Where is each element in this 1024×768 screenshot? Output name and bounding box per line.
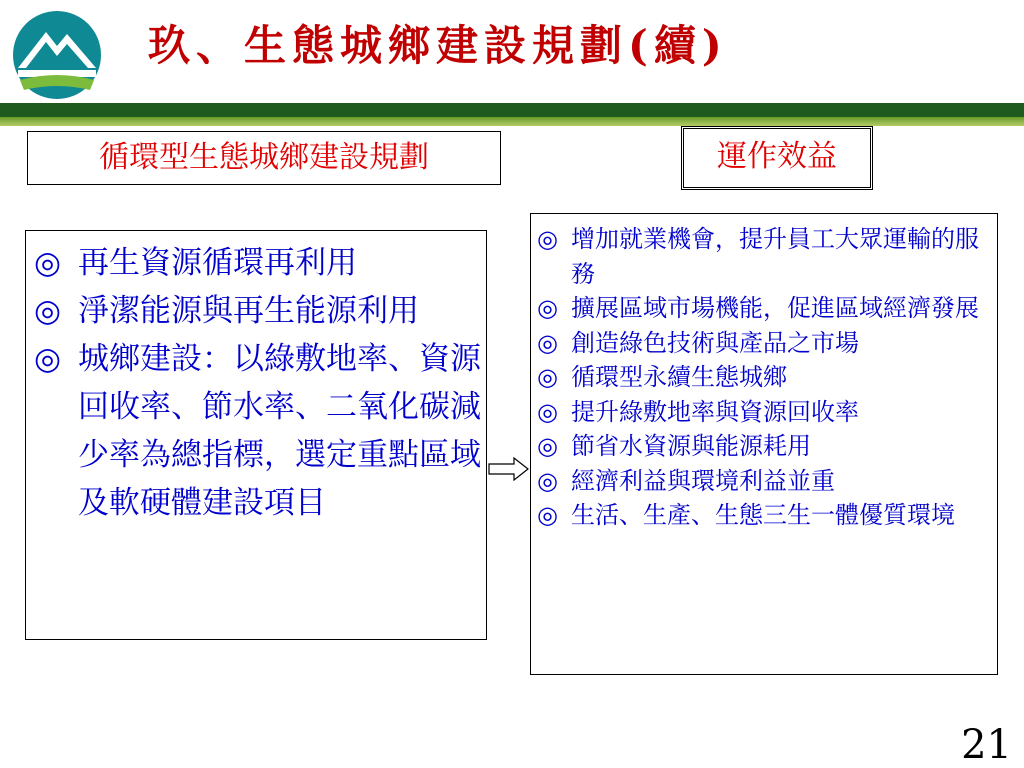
list-item-text: 循環型永續生態城鄉 — [571, 363, 787, 391]
mountain-logo-icon — [12, 10, 102, 100]
list-item — [537, 291, 997, 326]
bullet-marker: ◎ — [537, 501, 558, 529]
page-number: 21 — [961, 722, 1012, 768]
right-arrow-icon — [488, 456, 530, 482]
bullet-marker: ◎ — [537, 225, 558, 253]
planning-box — [25, 230, 487, 640]
benefits-box — [530, 213, 998, 675]
planning-header: 循環型生態城鄉建設規劃 — [27, 131, 501, 185]
list-item-text: 創造綠色技術與產品之市場 — [571, 328, 859, 357]
header-band-dark — [0, 103, 1024, 117]
list-item — [537, 360, 997, 395]
list-item-text: 淨潔能源與再生能源利用 — [78, 293, 419, 329]
list-item — [537, 498, 997, 533]
list-item — [537, 395, 997, 430]
planning-list — [34, 239, 484, 527]
list-item — [537, 464, 997, 499]
bullet-marker: ◎ — [537, 397, 558, 426]
list-item-text: 城鄉建設：以綠敷地率、資源回收率、節水率、二氧化碳減少率為總指標，選定重點區域及軟硬體建設項目 — [78, 341, 481, 521]
benefits-header: 運作效益 — [681, 126, 873, 190]
list-item-text: 擴展區域市場機能，促進區域經濟發展 — [571, 294, 979, 322]
bullet-marker: ◎ — [537, 328, 558, 357]
bullet-marker: ◎ — [34, 293, 62, 329]
benefits-list — [537, 222, 997, 533]
slide-title: 玖、生態城鄉建設規劃(續) — [148, 21, 728, 70]
list-item-text: 增加就業機會，提升員工大眾運輸的服務 — [571, 225, 979, 288]
list-item-text: 再生資源循環再利用 — [78, 245, 357, 281]
bullet-marker: ◎ — [34, 341, 62, 377]
list-item — [34, 239, 484, 287]
bullet-marker: ◎ — [34, 245, 62, 281]
bullet-marker: ◎ — [537, 294, 558, 322]
list-item-text: 節省水資源與能源耗用 — [571, 432, 811, 460]
list-item-text: 生活、生產、生態三生一體優質環境 — [571, 501, 955, 529]
bullet-marker: ◎ — [537, 466, 558, 495]
bullet-marker: ◎ — [537, 363, 558, 391]
list-item — [537, 326, 997, 361]
list-item — [537, 222, 997, 291]
header-band-light — [0, 117, 1024, 126]
list-item-text: 經濟利益與環境利益並重 — [571, 466, 835, 495]
bullet-marker: ◎ — [537, 432, 558, 460]
list-item — [537, 429, 997, 464]
list-item — [34, 335, 484, 527]
list-item — [34, 287, 484, 335]
list-item-text: 提升綠敷地率與資源回收率 — [571, 397, 859, 426]
